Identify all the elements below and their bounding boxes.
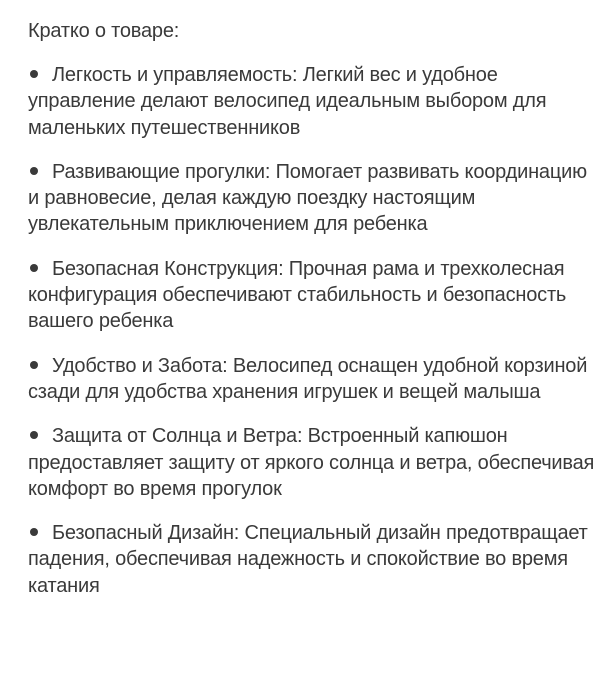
- product-summary: [28, 18, 598, 617]
- bullet-icon: [30, 167, 38, 175]
- bullet-icon: [30, 528, 38, 536]
- list-item: [28, 256, 598, 335]
- list-item: [28, 423, 598, 502]
- list-item: [28, 520, 598, 599]
- list-item-text: Безопасная Конструкция: Прочная рама и трехколесная конфигурация обеспечивают стабильность и безопасность вашего ребенка: [28, 257, 567, 333]
- list-item: [28, 353, 598, 406]
- bullet-icon: [30, 361, 38, 369]
- list-item-text: Удобство и Забота: Велосипед оснащен удобной корзиной сзади для удобства хранения игрушек и вещей малыша: [28, 354, 588, 403]
- bullet-icon: [30, 264, 38, 272]
- summary-heading: Кратко о товаре:: [28, 20, 180, 42]
- feature-list: [28, 62, 598, 599]
- list-item-text: Защита от Солнца и Ветра: Встроенный капюшон предоставляет защиту от яркого солнца и ветра, обеспечивая комфорт во время прогулок: [28, 425, 595, 500]
- list-item-text: Безопасный Дизайн: Специальный дизайн предотвращает падения, обеспечивая надежность и спокойствие во время катания: [28, 522, 588, 597]
- list-item-text: Развивающие прогулки: Помогает развивать координацию и равновесие, делая каждую поездку настоящим увлекательным приключением для ребенка: [28, 160, 587, 236]
- list-item: [28, 62, 598, 141]
- bullet-icon: [30, 70, 38, 78]
- bullet-icon: [30, 431, 38, 439]
- list-item-text: Легкость и управляемость: Легкий вес и удобное управление делают велосипед идеальным выбором для маленьких путешественников: [28, 64, 547, 139]
- list-item: [28, 159, 598, 238]
